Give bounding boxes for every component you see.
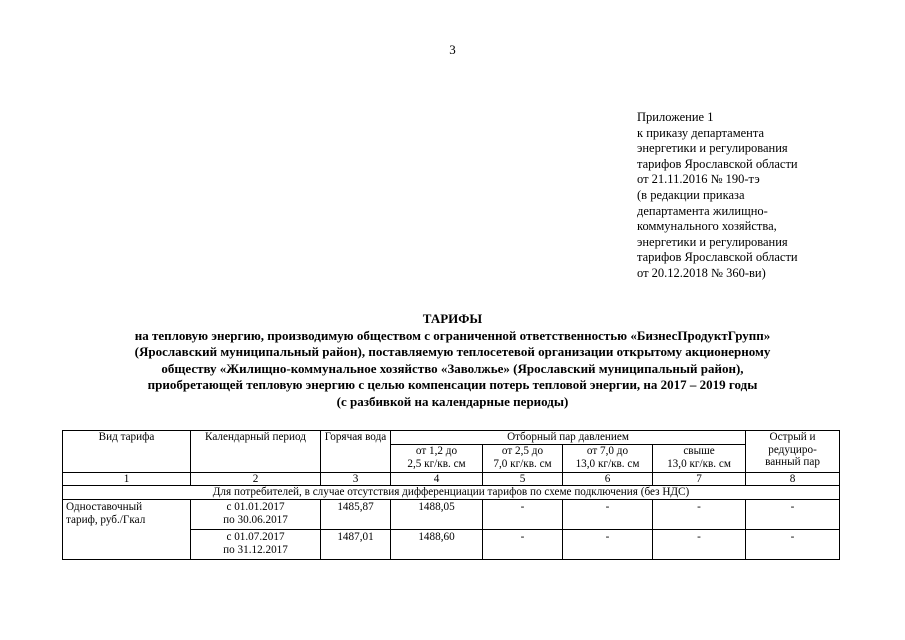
header-line: свыше: [683, 445, 715, 457]
document-title: [40, 311, 865, 410]
header-line: от 2,5 до: [501, 445, 544, 457]
table-row: [63, 500, 840, 530]
hot-water-cell: 1487,01: [321, 530, 391, 560]
header-steam-1: [391, 445, 483, 473]
column-number-row: [63, 473, 840, 486]
period-line: с 01.01.2017: [226, 501, 285, 513]
appendix-line: (в редакции приказа: [637, 187, 745, 202]
period-line: по 30.06.2017: [223, 513, 288, 526]
sharp-steam-cell: -: [746, 500, 840, 530]
steam-2-cell: -: [483, 500, 563, 530]
steam-1-cell: 1488,60: [391, 530, 483, 560]
header-line: редуциро-: [768, 443, 817, 456]
column-number: 5: [483, 473, 563, 486]
column-number: 8: [746, 473, 840, 486]
header-line: 13,0 кг/кв. см: [667, 457, 731, 470]
header-steam-3: [563, 445, 653, 473]
tariff-label-line: тариф, руб./Гкал: [66, 513, 146, 526]
header-steam-group: Отборный пар давлением: [391, 431, 746, 445]
steam-1-cell: 1488,05: [391, 500, 483, 530]
title-heading: ТАРИФЫ: [422, 311, 483, 326]
hot-water-cell: 1485,87: [321, 500, 391, 530]
appendix-line: тарифов Ярославской области: [637, 156, 798, 171]
column-number: 2: [191, 473, 321, 486]
sharp-steam-cell: -: [746, 530, 840, 560]
header-row: [63, 431, 840, 445]
header-line: от 1,2 до: [415, 445, 458, 457]
column-number: 1: [63, 473, 191, 486]
column-number: 3: [321, 473, 391, 486]
steam-2-cell: -: [483, 530, 563, 560]
period-line: с 01.07.2017: [226, 531, 285, 543]
steam-3-cell: -: [563, 530, 653, 560]
title-line: приобретающей тепловую энергию с целью компенсации потерь тепловой энергии, на 2017 – 2019 годы: [147, 377, 758, 392]
section-label: Для потребителей, в случае отсутствия дифференциации тарифов по схеме подключения (без НДС): [63, 486, 840, 500]
appendix-line: от 20.12.2018 № 360-ви): [637, 265, 766, 280]
column-number: 6: [563, 473, 653, 486]
tariff-label-line: Одноставочный: [66, 501, 143, 513]
header-sharp-steam: [746, 431, 840, 473]
header-line: Острый и: [769, 431, 816, 443]
appendix-line: коммунального хозяйства,: [637, 219, 777, 234]
title-line: (Ярославский муниципальный район), поставляемую теплосетевой организации открытому акционерному: [134, 344, 771, 359]
steam-4-cell: -: [653, 530, 746, 560]
header-line: 13,0 кг/кв. см: [575, 457, 640, 470]
appendix-line: энергетики и регулирования: [637, 141, 788, 156]
header-steam-2: [483, 445, 563, 473]
page-number: 3: [449, 42, 456, 57]
appendix-note: [637, 110, 877, 282]
header-line: ванный пар: [765, 456, 820, 469]
steam-4-cell: -: [653, 500, 746, 530]
appendix-line: от 21.11.2016 № 190-тэ: [637, 172, 760, 187]
section-row: [63, 486, 840, 500]
header-line: от 7,0 до: [586, 445, 629, 457]
header-line: 7,0 кг/кв. см: [493, 457, 552, 470]
period-line: по 31.12.2017: [223, 543, 288, 556]
column-number: 4: [391, 473, 483, 486]
appendix-line: тарифов Ярославской области: [637, 250, 798, 265]
appendix-line: к приказу департамента: [637, 125, 765, 140]
header-hot-water: Горячая вода: [321, 431, 391, 473]
tariffs-table: [62, 430, 840, 560]
title-line: обществу «Жилищно-коммунальное хозяйство «Заволжье» (Ярославский муниципальный район),: [161, 360, 744, 376]
header-line: 2,5 кг/кв. см: [407, 457, 466, 470]
appendix-line: Приложение 1: [637, 110, 714, 124]
appendix-line: энергетики и регулирования: [637, 234, 788, 249]
appendix-line: департамента жилищно-: [637, 203, 768, 218]
tariff-label: [63, 500, 191, 560]
title-line: на тепловую энергию, производимую обществом с ограниченной ответственностью «БизнесПродуктГрупп»: [134, 327, 771, 343]
header-steam-4: [653, 445, 746, 473]
title-line: (с разбивкой на календарные периоды): [336, 393, 569, 409]
period-cell: [191, 530, 321, 560]
header-period: Календарный период: [191, 431, 321, 473]
steam-3-cell: -: [563, 500, 653, 530]
header-tariff-type: Вид тарифа: [63, 431, 191, 473]
column-number: 7: [653, 473, 746, 486]
period-cell: [191, 500, 321, 530]
